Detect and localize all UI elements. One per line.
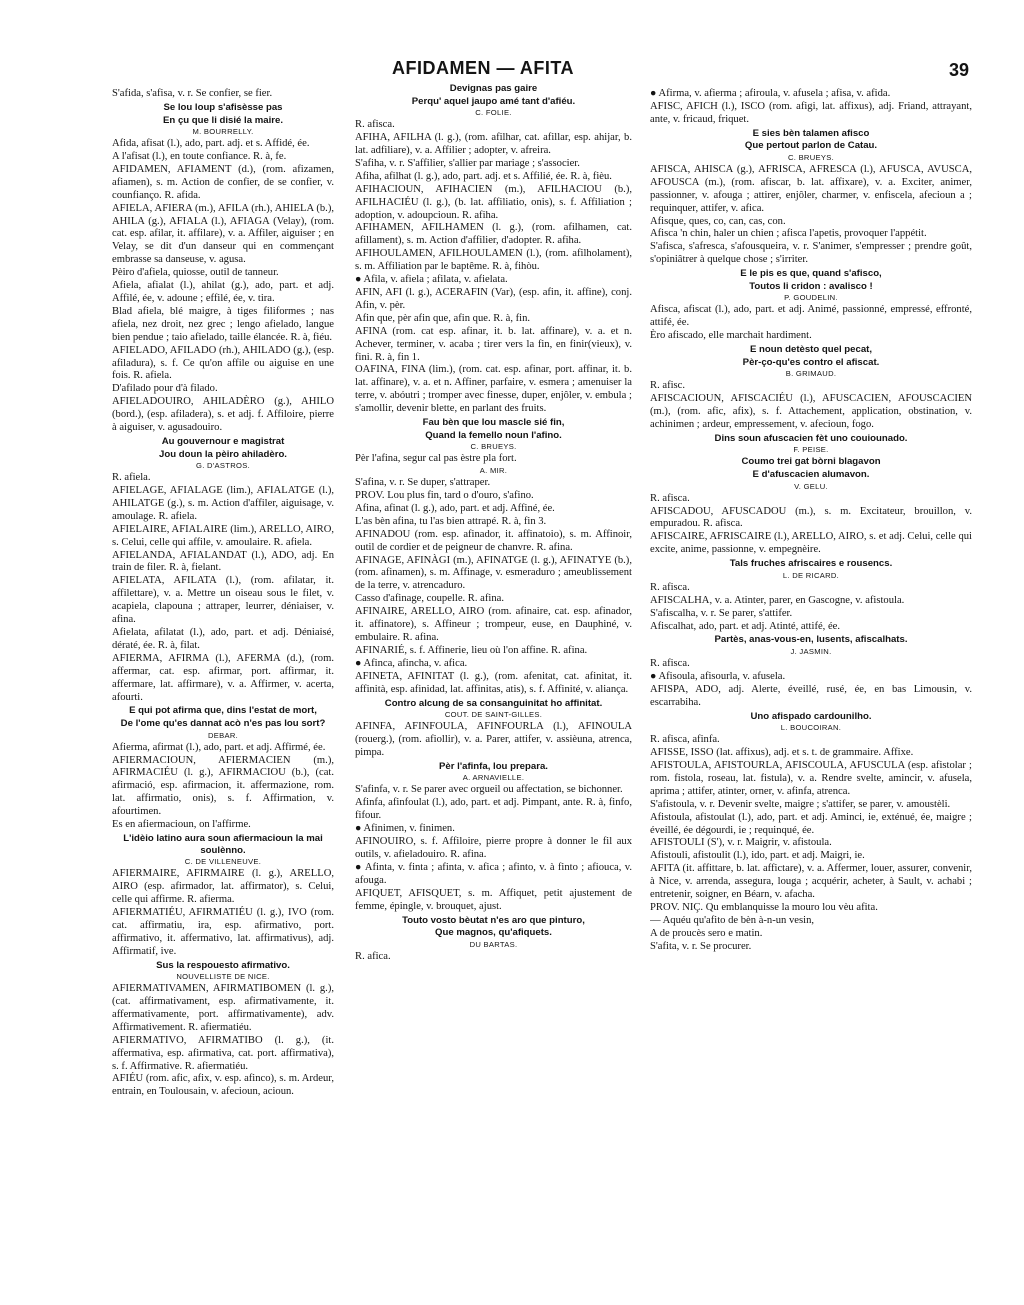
dictionary-entry: S'afina, v. r. Se duper, s'attraper.: [355, 477, 491, 489]
dictionary-entry: AFIELA, AFIERA (m.), AFILA (rh.), AHIELA (b.), AHILA (g.), AFIALA (l.), AFIAGA (Velay), (rom. cat. esp. afilar, it. affilare), v. a. Affiler, aiguiser ; en Velay, se dit d'un danseur qui en commençant embrasse sa danseuse, v. agusa.: [112, 202, 334, 266]
dictionary-entry: Afielata, afilatat (l.), ado, part. et adj. Déniaisé, dératé, ée. R. à, filat.: [112, 627, 334, 651]
dictionary-entry: ● Afinca, afincha, v. afica.: [355, 657, 468, 669]
dictionary-entry: AFIQUET, AFISQUET, s. m. Affiquet, petit ajustement de femme, épingle, v. brouquet, ajust.: [355, 887, 632, 912]
citation-author: G. D'ASTROS.: [196, 461, 250, 471]
dictionary-entry: AFIERMAIRE, AFIRMAIRE (l. g.), ARELLO, AIRO (esp. afirmador, lat. affirmator), s. Celui, celle qui affirme. R. afierma.: [112, 868, 334, 905]
dictionary-entry: AFISSE, ISSO (lat. affixus), adj. et s. t. de grammaire. Affixe.: [650, 747, 914, 759]
dictionary-entry: AFIELADO, AFILADO (rh.), AHILADO (g.), (esp. afiladura), s. f. Ce qu'on affile ou aiguise en une fois. R. afiela.: [112, 344, 334, 382]
dictionary-entry: AFIHAMEN, AFILHAMEN (l. g.), (rom. afilhamen, cat. afillament), s. m. Action d'affilier, d'adopter. R. afiha.: [355, 222, 632, 247]
citation-line: E sies bèn talamen afisco: [752, 127, 870, 139]
dictionary-entry: S'afita, v. r. Se procurer.: [650, 940, 752, 952]
dictionary-entry: AFISC, AFICH (l.), ISCO (rom. afigi, lat. affixus), adj. Friand, attrayant, ante, v. fricaud, friquet.: [650, 100, 972, 125]
citation-author: C. FOLIE.: [475, 108, 512, 118]
citation-line: Tals fruches afriscaires e rousencs.: [729, 558, 893, 570]
dictionary-entry: AFIHACIOUN, AFIHACIEN (m.), AFILHACIOU (b.), AFILHACIÉU (l. g.), (b. lat. affiliatio, onis), s. f. Affiliation ; adoption, v. adoupcioun. R. afiha.: [355, 183, 632, 221]
dictionary-entry: Afin que, pèr afin que, afin que. R. à, fin.: [355, 312, 531, 324]
dictionary-entry: ● Afinimen, v. finimen.: [355, 823, 455, 835]
dictionary-entry: ● Afisoula, afisourla, v. afusela.: [650, 670, 786, 682]
dictionary-entry: PROV. NIÇ. Qu emblanquisse la mouro lou vèu afita.: [650, 902, 878, 913]
dictionary-entry: Casso d'afinage, coupelle. R. afina.: [355, 593, 504, 605]
citation-line: E d'afuscacien alumavon.: [752, 469, 870, 481]
citation-author: J. JASMIN.: [790, 647, 832, 656]
dictionary-entry: Afistouli, afistoulit (l.), ido, part. et adj. Maigri, ie.: [650, 850, 865, 862]
citation-line: Se lou loup s'afisèsse pas: [163, 101, 283, 113]
citation-author: DU BARTAS.: [469, 939, 518, 949]
citation-author: DEBAR.: [207, 730, 239, 740]
citation-line: En çu que li disié la maire.: [163, 114, 283, 126]
citation-line: E le pis es que, quand s'afisco,: [740, 268, 882, 280]
citation-author: L. BOUCOIRAN.: [780, 723, 842, 733]
dictionary-entry: AFISTOULA, AFISTOURLA, AFISCOULA, AFUSCULA (esp. afistolar ; rom. fistola, roseau, lat. fistula), v. a. Rendre svelte, amincir, v. afusela, aprima ; attifer, atinter, orner, v. afinfa, atrenca.: [650, 760, 972, 797]
dictionary-entry: AFIHA, AFILHA (l. g.), (rom. afilhar, cat. afillar, esp. ahijar, b. lat. adfiliare), v. a. Affilier ; adopter, v. afreira.: [355, 132, 632, 156]
citation-author: COUT. DE SAINT-GILLES.: [444, 710, 543, 720]
dictionary-entry: AFINFA, AFINFOULA, AFINFOURLA (l.), AFINOULA (rouerg.), (rom. afiollir), v. a. Parer, attifer, v. assièuna, atrenca, pimpa.: [355, 721, 632, 758]
dictionary-entry: AFINADOU (rom. esp. afinador, it. affinatoio), s. m. Affinoir, outil de cordier et de peigneur de chanvre. R. afina.: [355, 528, 632, 553]
dictionary-entry: AFISCALHA, v. a. Atinter, parer, en Gascogne, v. afistoula.: [650, 594, 905, 606]
dictionary-entry: R. afisca.: [650, 658, 690, 669]
dictionary-entry: Pèiro d'afiela, quiosse, outil de tanneur.: [112, 267, 279, 279]
dictionary-entry: AFIELADOUIRO, AHILADÈRO (g.), AHILO (bord.), (esp. afiladera), s. et adj. f. Affiloire, pierre à aiguiser, v. agusadouiro.: [112, 396, 334, 434]
running-head: AFIDAMEN — AFITA: [392, 58, 574, 78]
dictionary-entry: ● Afila, v. afiela ; afilata, v. afielata.: [355, 274, 508, 286]
citation-line: Partès, anas-vous-en, lusents, afiscalhats.: [714, 634, 908, 646]
dictionary-entry: AFISPA, ADO, adj. Alerte, éveillé, rusé, ée, en bas Limousin, v. escarrabiha.: [650, 683, 972, 708]
dictionary-entry: A de proucès sero e matin.: [650, 927, 763, 939]
dictionary-entry: R. afisca.: [650, 492, 690, 504]
dictionary-entry: Afisca, afiscat (l.), ado, part. et adj. Animé, passionné, empressé, effronté, attifé, ée.: [650, 304, 972, 329]
dictionary-entry: R. afisca.: [355, 119, 395, 131]
dictionary-entry: S'afinfa, v. r. Se parer avec orgueil ou affectation, se bichonner.: [355, 784, 623, 796]
dictionary-entry: AFIN, AFI (l. g.), ACERAFIN (Var), (esp. afin, it. affine), conj. Afin, v. pèr.: [355, 286, 632, 311]
dictionary-entry: AFINAGE, AFINÀGI (m.), AFINATGE (l. g.), AFINATYE (b.), (rom. afinamen), s. m. Affinage, v. esmeraduro ; ameublissement de la terre, v. atrencaduro.: [355, 554, 632, 592]
dictionary-entry: AFITA (it. affittare, b. lat. affictare), v. a. Affermer, louer, assurer, convenir, à Nice, v. arrenda, assegura, louga ; acquérir, acheter, à Sault, v. achabi ; entretenir, soigner, en Béarn, v. afacha.: [650, 863, 972, 901]
dictionary-entry: Afisque, ques, co, can, cas, con.: [650, 215, 786, 227]
citation-author: B. GRIMAUD.: [785, 369, 837, 379]
dictionary-entry: AFIERMATIVO, AFIRMATIBO (l. g.), (it. affermativa, esp. afirmativa, cat. port. affirmativa), s. f. Affirmative. R. afiermatiéu.: [112, 1034, 334, 1072]
citation-line: Pèr-ço-qu'es contro el afiscat.: [742, 356, 880, 368]
dictionary-entry: AFISCADOU, AFUSCADOU (m.), s. m. Excitateur, brouillon, v. empuradou. R. afisca.: [650, 505, 972, 530]
dictionary-entry: Afiscalhat, ado, part. et adj. Atinté, attifé, ée.: [650, 620, 841, 632]
citation-line: Fau bèn que lou mascle sié fin,: [422, 417, 565, 429]
dictionary-entry: AFINOUIRO, s. f. Affiloire, pierre propre à donner le fil aux outils, v. afieladouiro. R. afina.: [355, 836, 632, 860]
dictionary-entry: Afierma, afirmat (l.), ado, part. et adj. Affirmé, ée.: [112, 741, 326, 753]
dictionary-entry: AFISCACIOUN, AFISCACIÉU (l.), AFUSCACIEN, AFOUSCACIEN (m.), (rom. afic, afix), s. f. Attachement, application, obstination, v. achinimen ; ardeur, empressement, v. afecioun, fogo.: [650, 393, 972, 430]
citation-line: Que pertout parlon de Catau.: [744, 140, 878, 152]
citation-line: Que magnos, qu'afiquets.: [435, 927, 552, 939]
dictionary-entry: Blad afiela, blé maigre, à tiges filiformes ; nas afiela, nez droit, nez grec ; lengo afielado, langue bien pendue ; taio afielado, taille élancée. R. à, fiéu.: [112, 305, 334, 343]
dictionary-entry: S'afisca, s'afresca, s'afousqueira, v. r. S'animer, s'empresser ; prendre goût, s'opiniâtrer à quelque chose ; s'irriter.: [650, 241, 972, 266]
dictionary-entry: AFIERMACIOUN, AFIERMACIEN (m.), AFIRMACIÉU (l. g.), AFIRMACIOU (b.), (cat. afirmació, esp. afirmacion, it. affermazione, rom. lat. affirmatio, onis), s. f. Affirmation, v. afourtimen.: [112, 754, 334, 818]
dictionary-entry: OAFINA, FINA (lim.), (rom. cat. esp. afinar, port. affinar, it. b. lat. affinare), v. a. et n. Affiner, parfaire, v. esmera ; amenuiser la terre, v. abóutri ; tromper avec finesse, duper, enjôler, v. embula ; s'amollir, devenir blette, en parlant des fruits.: [355, 364, 632, 415]
citation-line: E qui pot afirma que, dins l'estat de mort,: [129, 705, 317, 717]
dictionary-entry: R. afisc.: [650, 380, 686, 392]
dictionary-entry: R. afisca.: [650, 581, 690, 593]
citation-author: L. DE RICARD.: [782, 570, 840, 580]
dictionary-entry: Èro afiscado, elle marchait hardiment.: [650, 330, 812, 342]
dictionary-entry: AFINETA, AFINITAT (l. g.), (rom. afenitat, cat. afinitat, it. affinità, esp. afinidad, lat. affinitas, atis), s. f. Affinité, v. aliança.: [355, 670, 632, 695]
dictionary-entry: Pèr l'afina, segur cal pas èstre pla fort.: [355, 453, 517, 465]
column-middle: [355, 82, 632, 1262]
citation-author: C. BRUEYS.: [787, 152, 835, 162]
dictionary-entry: S'afida, s'afisa, v. r. Se confier, se fier.: [112, 88, 273, 99]
citation-line: Jou doun la pèiro ahiladèro.: [159, 448, 287, 460]
dictionary-entry: Afiha, afilhat (l. g.), ado, part. adj. et s. Affilié, ée. R. à, fièu.: [355, 170, 612, 182]
dictionary-entry: A l'afisat (l.), en toute confiance. R. à, fe.: [112, 151, 287, 162]
citation-author: C. BRUEYS.: [470, 442, 517, 452]
dictionary-entry: Afina, afinat (l. g.), ado, part. et adj. Affiné, ée.: [355, 502, 555, 514]
dictionary-entry: AFIELAGE, AFIALAGE (lim.), AFIALATGE (l.), AHILATGE (g.), s. m. Action d'affiler, aiguisage, v. amoulage. R. afiela.: [112, 485, 334, 522]
dictionary-entry: AFINA (rom. cat esp. afinar, it. b. lat. affinare), v. a. et n. Achever, terminer, v. acaba ; tirer vers la fin, en finir(vieux), v. fini. R. à, fin 1.: [355, 325, 632, 363]
citation-author: V. GELU.: [794, 481, 828, 491]
column-left: [112, 88, 334, 1268]
citation-line: Contro alcung de sa consanguinitat ho affinitat.: [384, 697, 603, 709]
dictionary-entry: PROV. Lou plus fin, tard o d'ouro, s'afino.: [355, 490, 534, 502]
dictionary-entry: AFIELATA, AFILATA (l.), (rom. afilatar, it. affilettare), v. a. Mettre un oiseau sous le filet, v. acapiela, clapouna ; attraper, leurrer, déniaiser, v. afina.: [112, 575, 334, 626]
dictionary-entry: S'afiha, v. r. S'affilier, s'allier par mariage ; s'associer.: [355, 157, 580, 169]
dictionary-entry: AFINAIRE, ARELLO, AIRO (rom. afinaire, cat. esp. afinador, it. affinatore), s. Affineur ; trompeur, euse, en Dauphiné, v. embulaire. R. afina.: [355, 606, 632, 643]
dictionary-entry: Afiela, afialat (l.), ahilat (g.), ado, part. et adj. Affilé, ée, v. adoune ; effilé, ée, v. tira.: [112, 280, 334, 304]
dictionary-entry: AFIDAMEN, AFIAMENT (d.), (rom. afizamen, afiamen), s. m. Action de confier, de se confier, v. counfianço. R. afida.: [112, 163, 334, 201]
dictionary-entry: AFIHOULAMEN, AFILHOULAMEN (l.), (rom. afilholament), s. m. Affiliation par le baptême. R. à, fihòu.: [355, 248, 632, 273]
citation-line: Toutos li cridon : avalisco !: [749, 280, 873, 292]
dictionary-entry: AFINARIÉ, s. f. Affinerie, lieu où l'on affine. R. afina.: [355, 644, 588, 656]
citation-author: A. MIR.: [479, 466, 508, 476]
dictionary-entry: S'afistoula, v. r. Devenir svelte, maigre ; s'attifer, se parer, v. amoustèli.: [650, 798, 951, 810]
dictionary-entry: AFISCA, AHISCA (g.), AFRISCA, AFRESCA (l.), AFUSCA, AVUSCA, AFOUSCA (m.), (rom. afiscar, b. lat. affixare), v. a. Exciter, animer, passionner, v. afouga ; attirer, enjôler, charmer, v. enfiscela, afecioun a ; requinquer, attifer, v. afica.: [650, 163, 972, 214]
citation-author: NOUVELLISTE DE NICE.: [176, 972, 270, 982]
citation-line: Touto vosto bèutat n'es aro que pinturo,: [402, 914, 585, 926]
dictionary-entry: — Aquéu qu'afito de bèn à-n-un vesin,: [650, 914, 815, 926]
citation-line: Sus la respouesto afirmativo.: [156, 959, 290, 971]
citation-line: Coumo trei gat bòrni blagavon: [741, 456, 881, 468]
dictionary-entry: ● Afirma, v. afierma ; afiroula, v. afusela ; afisa, v. afida.: [650, 88, 891, 99]
dictionary-entry: R. afiela.: [112, 472, 151, 484]
dictionary-entry: Afida, afisat (l.), ado, part. adj. et s. Affidé, ée.: [112, 138, 310, 150]
dictionary-entry: AFIERMA, AFIRMA (l.), AFERMA (d.), (rom. affermar, cat. esp. afirmar, port. affirmar, it. affermare, lat. affirmare), v. a. Affirmer, v. acerta, afourti.: [112, 652, 334, 703]
dictionary-entry: AFISTOULI (S'), v. r. Maigrir, v. afistoula.: [650, 837, 832, 849]
dictionary-entry: AFIERMATIÉU, AFIRMATIÉU (l. g.), IVO (rom. cat. affirmatiu, ira, esp. afirmativo, port. affirmativo, it. affermativo, lat. affirmativus), adj. Affirmatif, ive.: [112, 906, 334, 957]
citation-author: M. BOURRELLY.: [192, 127, 254, 137]
dictionary-entry: D'afilado pour d'à filado.: [112, 383, 218, 395]
dictionary-entry: R. afica.: [355, 950, 391, 962]
dictionary-entry: Afinfa, afinfoulat (l.), ado, part. et adj. Pimpant, ante. R. à, finfo, fifour.: [355, 797, 632, 822]
citation-author: F. PEISE.: [793, 445, 829, 455]
dictionary-entry: R. afisca, afinfa.: [650, 734, 720, 746]
dictionary-entry: AFISCAIRE, AFRISCAIRE (l.), ARELLO, AIRO, s. et adj. Celui, celle qui excite, anime, passionne, v. empegnèire.: [650, 531, 972, 556]
citation-line: Au gouvernour e magistrat: [161, 435, 285, 447]
citation-line: Perqu' aquel jaupo amé tant d'afiéu.: [411, 95, 576, 107]
column-right: [650, 88, 972, 1268]
citation-line: De l'ome qu'es dannat acò n'es pas lou sort?: [120, 718, 326, 730]
dictionary-entry: AFIELANDA, AFIALANDAT (l.), ADO, adj. En train de filer. R. à, fielant.: [112, 549, 334, 574]
page-number: 39: [948, 60, 969, 80]
dictionary-entry: Afisca 'n chin, haler un chien ; afisca l'apetis, provoquer l'appétit.: [650, 228, 927, 240]
citation-author: A. ARNAVIELLE.: [462, 773, 525, 783]
dictionary-entry: Es en afiermacioun, on l'affirme.: [112, 819, 251, 831]
citation-author: C. DE VILLENEUVE.: [184, 857, 262, 867]
dictionary-entry: L'as bèn afina, tu l'as bien attrapé. R. à, fin 3.: [355, 515, 547, 527]
citation-line: Uno afispado cardounilho.: [750, 710, 872, 722]
dictionary-entry: AFIERMATIVAMEN, AFIRMATIBOMEN (l. g.), (cat. affirmativament, esp. afirmativamente, it. affermativamente, port. affirmativamente), adv. Affirmativement. R. afiermatiéu.: [112, 983, 334, 1033]
citation-line: Devignas pas gaire: [449, 83, 538, 94]
dictionary-entry: S'afiscalha, v. r. Se parer, s'attifer.: [650, 607, 793, 619]
citation-line: Quand la femello noun l'afino.: [425, 429, 562, 441]
dictionary-entry: AFIÉU (rom. afic, afix, v. esp. afinco), s. m. Ardeur, entrain, en Toulousain, v. afecioun, acioun.: [112, 1073, 334, 1098]
citation-line: L'idèio latino aura soun afiermacioun la mai soulènno.: [123, 832, 323, 856]
citation-author: P. GOUDELIN.: [784, 293, 838, 303]
citation-line: Pèr l'afinfa, lou prepara.: [439, 760, 548, 772]
citation-line: E noun detèsto quel pecat,: [749, 344, 873, 356]
citation-line: Dins soun afuscacien fèt uno couiounado.: [714, 432, 908, 444]
dictionary-entry: AFIELAIRE, AFIALAIRE (lim.), ARELLO, AIRO, s. Celui, celle qui affile, v. amoulaire. R. afiela.: [112, 523, 334, 548]
dictionary-entry: ● Afinta, v. finta ; afinta, v. afica ; afinto, v. à finto ; afiouca, v. afouga.: [355, 861, 632, 886]
dictionary-entry: Afistoula, afistoulat (l.), ado, part. et adj. Aminci, ie, exténué, ée, maigre ; éveillé, ée dégourdi, ie ; requinqué, ée.: [650, 811, 972, 836]
